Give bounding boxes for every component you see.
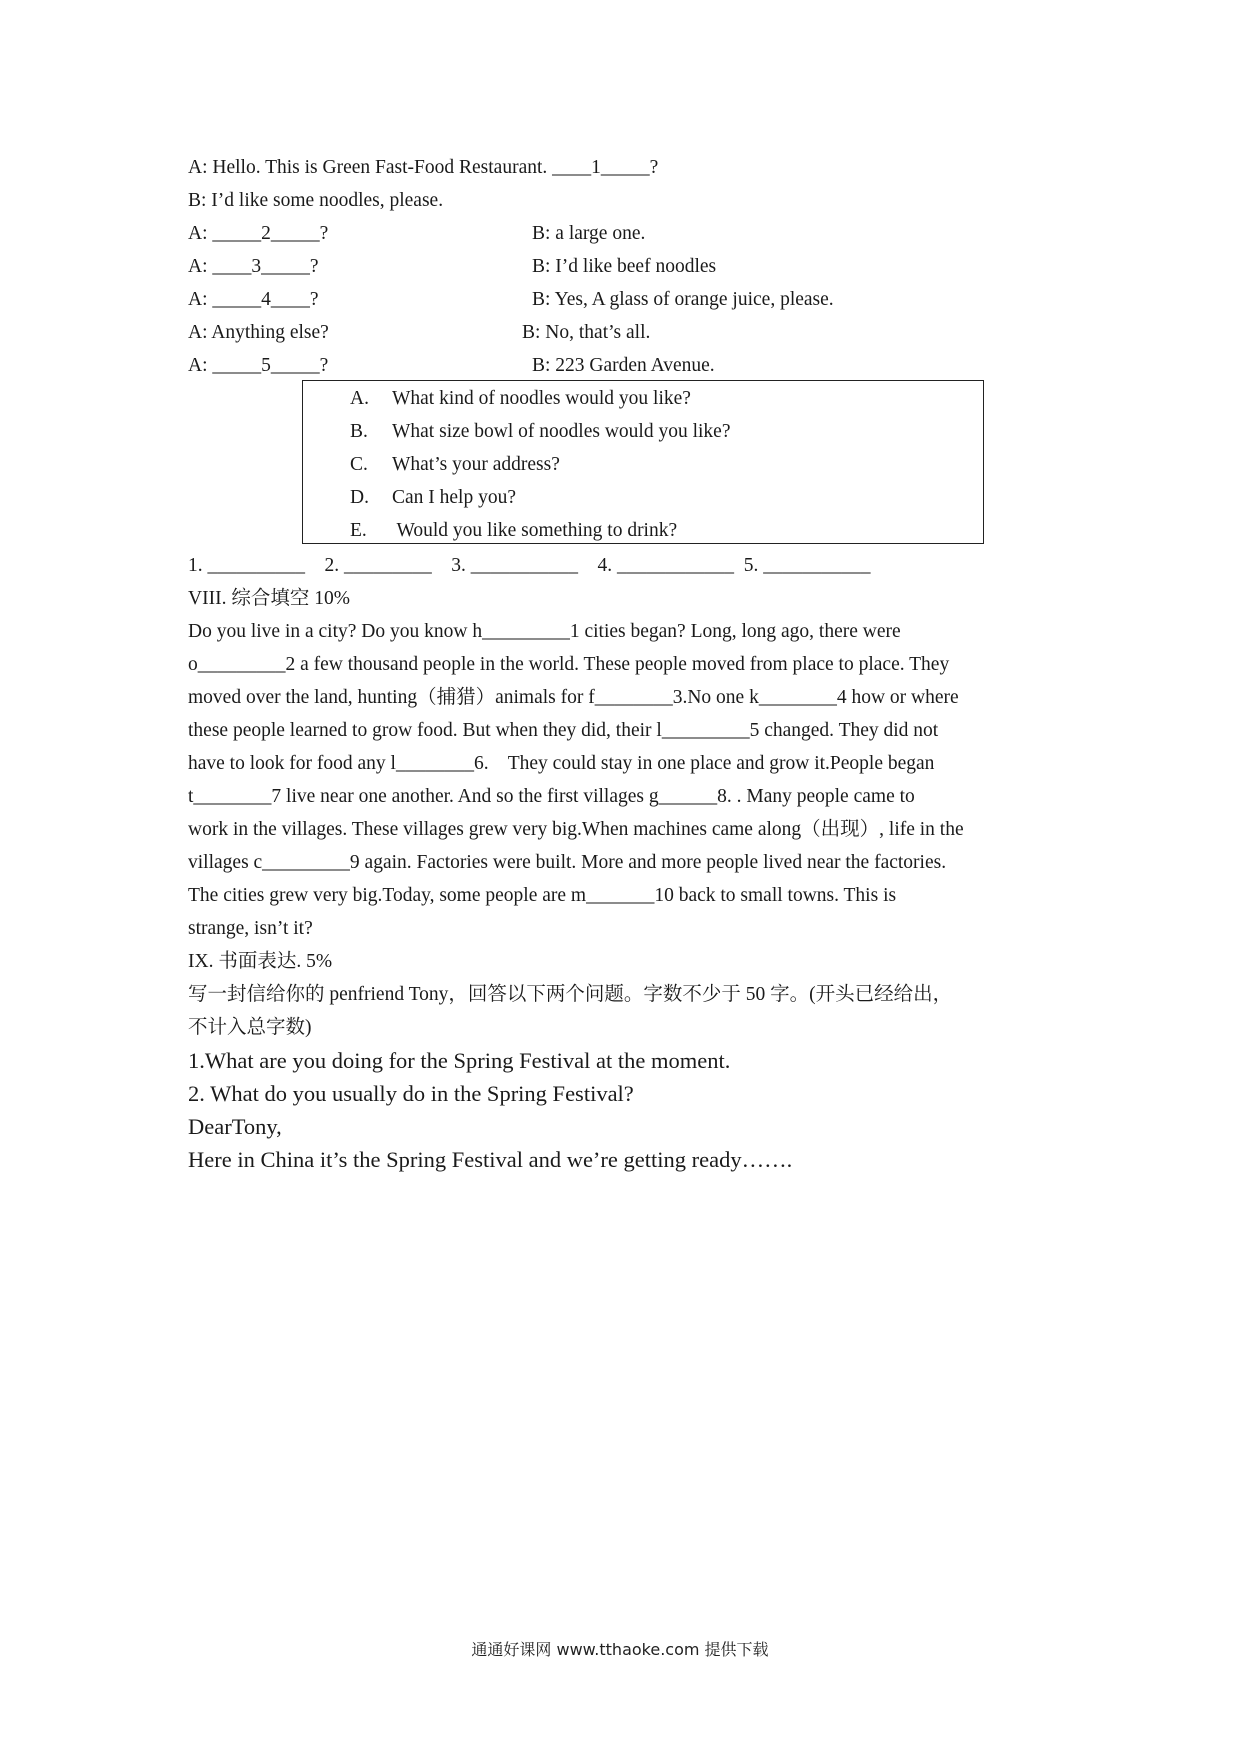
writing-question: 2. What do you usually do in the Spring Festival?	[188, 1081, 634, 1106]
option-text: What’s your address?	[392, 454, 560, 475]
option-letter: D.	[350, 487, 369, 508]
dialogue-intro-b: B: I’d like some noodles, please.	[188, 190, 444, 211]
dialogue-row-b: B: I’d like beef noodles	[532, 256, 717, 277]
cloze-line: work in the villages. These villages grew very big.When machines came along（出现）, life in the	[188, 819, 964, 840]
cloze-line: Do you live in a city? Do you know h_________1 cities began? Long, long ago, there were	[188, 621, 901, 642]
option-text: What size bowl of noodles would you like?	[392, 421, 731, 442]
option-item	[350, 420, 730, 444]
option-item	[350, 519, 677, 543]
writing-instruction: 写一封信给你的 penfriend Tony，回答以下两个问题。字数不少于 50 字。(开头已经给出，	[188, 984, 953, 1005]
dialogue-row-a: A: ____3_____?	[188, 256, 319, 277]
dialogue-row-b: B: No, that’s all.	[522, 322, 651, 343]
cloze-line: these people learned to grow food. But when they did, their l_________5 changed. They did not	[188, 720, 939, 741]
option-item	[350, 486, 516, 510]
dialogue-row-b: B: a large one.	[532, 223, 646, 244]
writing-question: 1.What are you doing for the Spring Festival at the moment.	[188, 1048, 731, 1073]
option-text: Would you like something to drink?	[392, 520, 678, 541]
option-item	[350, 387, 691, 411]
cloze-line: have to look for food any l________6. They could stay in one place and grow it.People began	[188, 753, 935, 774]
letter-opening: Here in China it’s the Spring Festival and we’re getting ready…….	[188, 1147, 793, 1172]
option-letter: B.	[350, 421, 368, 442]
cloze-line: o_________2 a few thousand people in the world. These people moved from place to place. They	[188, 654, 950, 675]
writing-instruction: 不计入总字数)	[188, 1017, 312, 1038]
dialogue-row-a: A: _____4____?	[188, 289, 319, 310]
option-text: Can I help you?	[392, 487, 517, 508]
dialogue-row-a: A: _____5_____?	[188, 355, 329, 376]
option-letter: C.	[350, 454, 368, 475]
dialogue-row-b: B: Yes, A glass of orange juice, please.	[532, 289, 834, 310]
section9-title: IX. 书面表达. 5%	[188, 951, 333, 972]
option-letter: E.	[350, 520, 367, 541]
dialogue-row-a: A: _____2_____?	[188, 223, 329, 244]
cloze-line: moved over the land, hunting（捕猎）animals for f________3.No one k________4 how or where	[188, 687, 959, 708]
option-text: What kind of noodles would you like?	[392, 388, 691, 409]
option-item	[350, 453, 560, 477]
dialogue-row-b: B: 223 Garden Avenue.	[532, 355, 715, 376]
page-footer: 通通好课网 www.tthaoke.com 提供下载	[471, 1640, 769, 1659]
cloze-line: The cities grew very big.Today, some people are m_______10 back to small towns. This is	[188, 885, 897, 906]
cloze-line: t________7 live near one another. And so the first villages g______8. . Many people came to	[188, 786, 915, 807]
cloze-line: villages c_________9 again. Factories were built. More and more people lived near the factories.	[188, 852, 947, 873]
answer-line: 1. __________ 2. _________ 3. ___________ 4. ____________ 5. ___________	[188, 555, 871, 576]
option-letter: A.	[350, 388, 369, 409]
dialogue-row-a: A: Anything else?	[188, 322, 329, 343]
dialogue-intro-a: A: Hello. This is Green Fast-Food Restaurant. ____1_____?	[188, 157, 659, 178]
section8-title: VIII. 综合填空 10%	[188, 588, 350, 609]
cloze-line: strange, isn’t it?	[188, 918, 313, 939]
letter-greeting: DearTony,	[188, 1114, 282, 1139]
